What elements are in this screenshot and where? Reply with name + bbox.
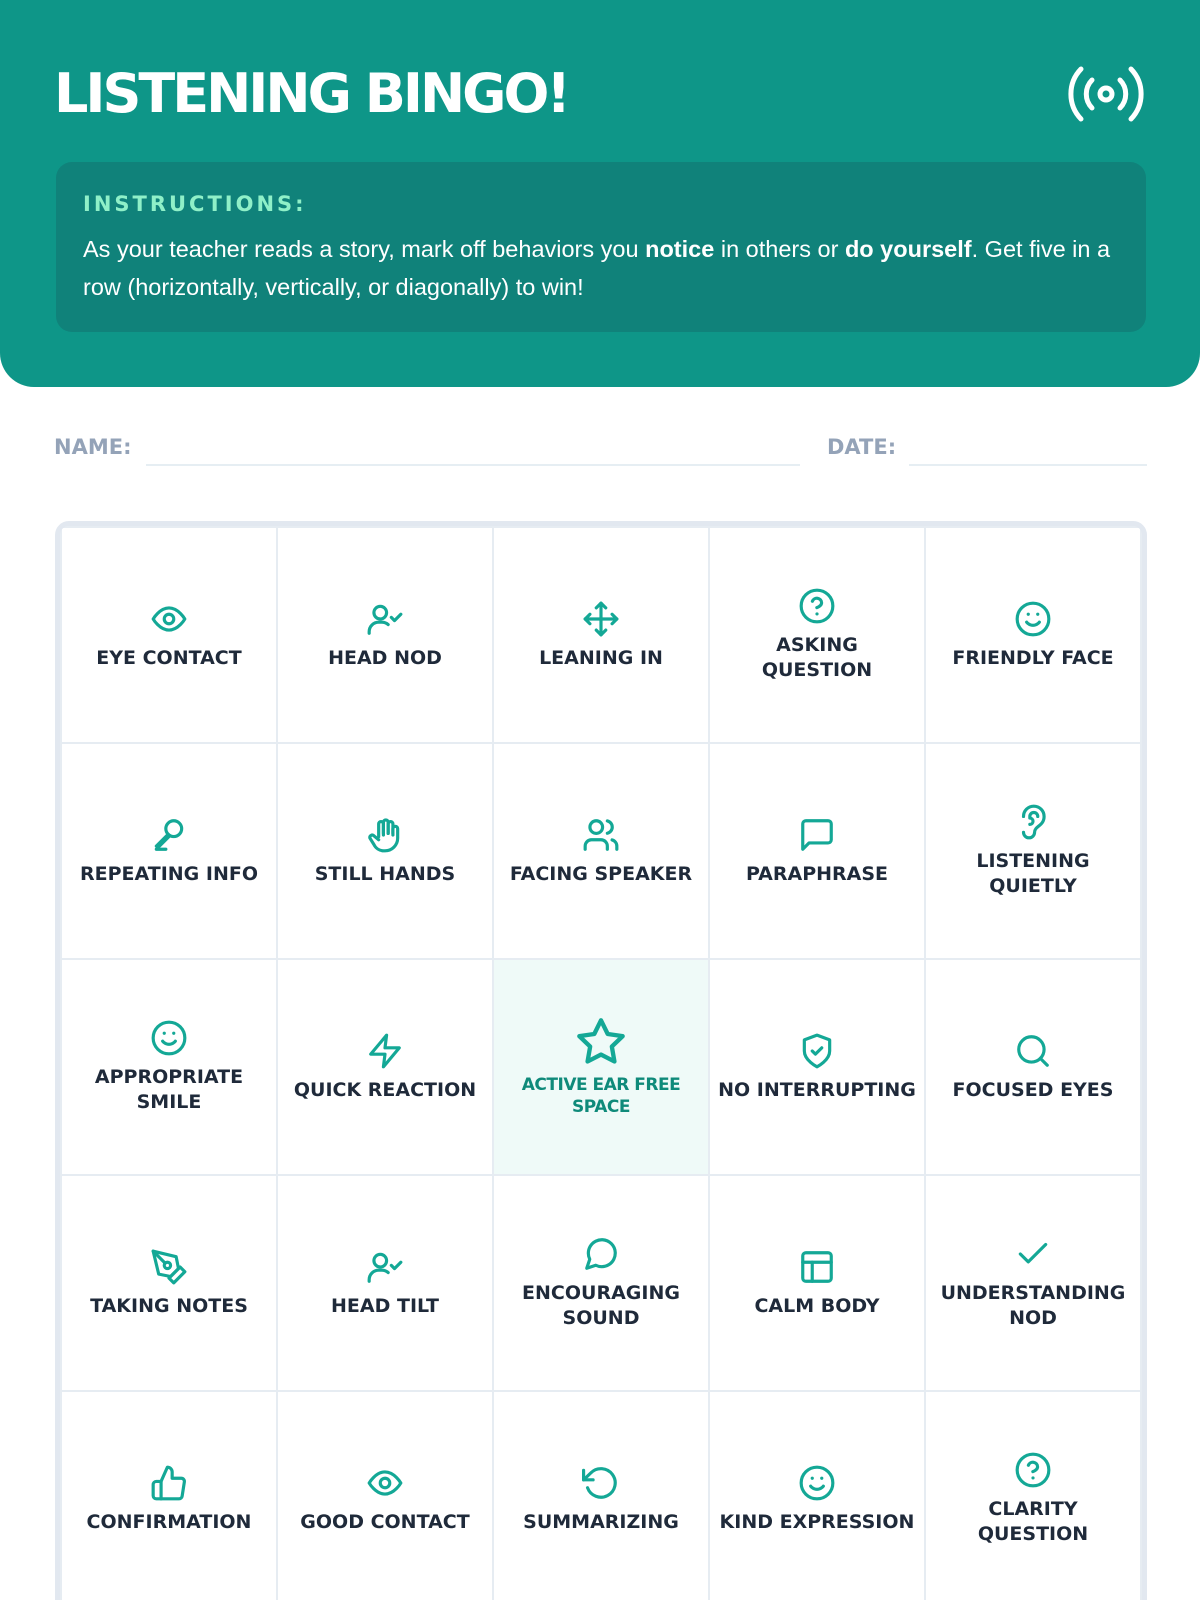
zap-icon xyxy=(366,1032,404,1070)
bingo-cell[interactable] xyxy=(926,960,1140,1174)
instructions-text xyxy=(83,230,1123,306)
check-icon xyxy=(1014,1235,1052,1273)
message-square-icon xyxy=(798,816,836,854)
instructions-box xyxy=(56,162,1146,332)
bingo-cell-label: FRIENDLY FACE xyxy=(952,646,1114,669)
bingo-cell-label: QUICK REACTION xyxy=(293,1078,477,1101)
bingo-cell[interactable] xyxy=(278,744,492,958)
bingo-cell-label: HEAD NOD xyxy=(328,646,442,669)
name-label: NAME: xyxy=(54,435,132,459)
layout-icon xyxy=(798,1248,836,1286)
bingo-cell[interactable] xyxy=(926,528,1140,742)
bingo-cell[interactable] xyxy=(710,1176,924,1390)
search-icon xyxy=(1014,1032,1052,1070)
help-circle-icon xyxy=(1014,1451,1052,1489)
bingo-cell-label: SUMMARIZING xyxy=(523,1510,679,1533)
bingo-cell-label: KIND EXPRESSION xyxy=(719,1510,915,1533)
bingo-cell-label: ACTIVE EAR FREE SPACE xyxy=(521,1075,681,1117)
bingo-cell-label: REPEATING INFO xyxy=(80,862,258,885)
instructions-part: As your teacher reads a story, mark off behaviors you xyxy=(83,236,646,262)
bingo-cell-label: NO INTERRUPTING xyxy=(718,1078,916,1101)
bingo-cell[interactable] xyxy=(62,960,276,1174)
bingo-cell-label: TAKING NOTES xyxy=(90,1294,248,1317)
bingo-cell-label: UNDERSTANDING NOD xyxy=(940,1282,1126,1329)
bingo-cell[interactable] xyxy=(278,1176,492,1390)
users-icon xyxy=(582,816,620,854)
bingo-cell-label: LEANING IN xyxy=(539,646,663,669)
bingo-cell-label: STILL HANDS xyxy=(314,862,456,885)
instructions-part: . Get five in a row (horizontally, vertically, or diagonally) to win! xyxy=(83,236,1111,300)
bingo-cell-label: ENCOURAGING SOUND xyxy=(522,1282,680,1329)
hand-icon xyxy=(366,816,404,854)
bingo-cell[interactable] xyxy=(62,744,276,958)
move-icon xyxy=(582,600,620,638)
message-circle-icon xyxy=(582,1235,620,1273)
page-title: LISTENING BINGO! xyxy=(54,62,569,125)
mic-icon xyxy=(150,816,188,854)
broadcast-icon xyxy=(1066,62,1146,126)
bingo-cell-label: ASKING QUESTION xyxy=(761,634,873,681)
bingo-board xyxy=(55,521,1147,1600)
bingo-cell[interactable] xyxy=(494,528,708,742)
thumbs-up-icon xyxy=(150,1464,188,1502)
bingo-cell-label: FOCUSED EYES xyxy=(952,1078,1114,1101)
smile-icon xyxy=(798,1464,836,1502)
smile-icon xyxy=(150,1019,188,1057)
bingo-cell-label: FACING SPEAKER xyxy=(509,862,693,885)
ear-icon xyxy=(1014,803,1052,841)
header-banner xyxy=(0,0,1200,387)
bingo-cell[interactable] xyxy=(710,744,924,958)
bingo-cell-label: PARAPHRASE xyxy=(745,862,889,885)
bingo-cell-label: CLARITY QUESTION xyxy=(977,1498,1089,1545)
bingo-cell[interactable] xyxy=(494,1176,708,1390)
bingo-cell[interactable] xyxy=(278,528,492,742)
name-field[interactable] xyxy=(146,464,800,466)
bingo-cell[interactable] xyxy=(926,1176,1140,1390)
bingo-cell[interactable] xyxy=(494,744,708,958)
bingo-cell-label: CONFIRMATION xyxy=(86,1510,252,1533)
bingo-cell[interactable] xyxy=(62,1392,276,1600)
pen-tool-icon xyxy=(150,1248,188,1286)
bingo-cell-label: APPROPRIATE SMILE xyxy=(94,1066,244,1113)
bingo-cell[interactable] xyxy=(710,960,924,1174)
bingo-cell-label: EYE CONTACT xyxy=(96,646,242,669)
instructions-emphasis-do-yourself: do yourself xyxy=(844,236,972,262)
bingo-cell-label: LISTENING QUIETLY xyxy=(976,850,1090,897)
bingo-cell-label: GOOD CONTACT xyxy=(300,1510,470,1533)
user-check-icon xyxy=(366,600,404,638)
star-icon xyxy=(575,1016,627,1068)
bingo-cell[interactable] xyxy=(62,1176,276,1390)
instructions-part: in others or xyxy=(714,236,845,262)
bingo-cell[interactable] xyxy=(494,1392,708,1600)
smile-icon xyxy=(1014,600,1052,638)
bingo-cell-label: CALM BODY xyxy=(754,1294,880,1317)
eye-icon xyxy=(366,1464,404,1502)
bingo-cell[interactable] xyxy=(710,1392,924,1600)
help-circle-icon xyxy=(798,587,836,625)
instructions-emphasis-notice: notice xyxy=(645,236,715,262)
bingo-cell[interactable] xyxy=(62,528,276,742)
bingo-cell[interactable] xyxy=(278,1392,492,1600)
shield-check-icon xyxy=(798,1032,836,1070)
bingo-cell[interactable] xyxy=(278,960,492,1174)
bingo-cell[interactable] xyxy=(710,528,924,742)
date-field[interactable] xyxy=(909,464,1147,466)
bingo-cell-label: HEAD TILT xyxy=(331,1294,439,1317)
bingo-free-space[interactable] xyxy=(494,960,708,1174)
bingo-cell[interactable] xyxy=(926,1392,1140,1600)
date-label: DATE: xyxy=(827,435,897,459)
instructions-heading: INSTRUCTIONS: xyxy=(83,192,307,216)
user-check-icon xyxy=(366,1248,404,1286)
eye-icon xyxy=(150,600,188,638)
bingo-cell[interactable] xyxy=(926,744,1140,958)
rotate-ccw-icon xyxy=(582,1464,620,1502)
